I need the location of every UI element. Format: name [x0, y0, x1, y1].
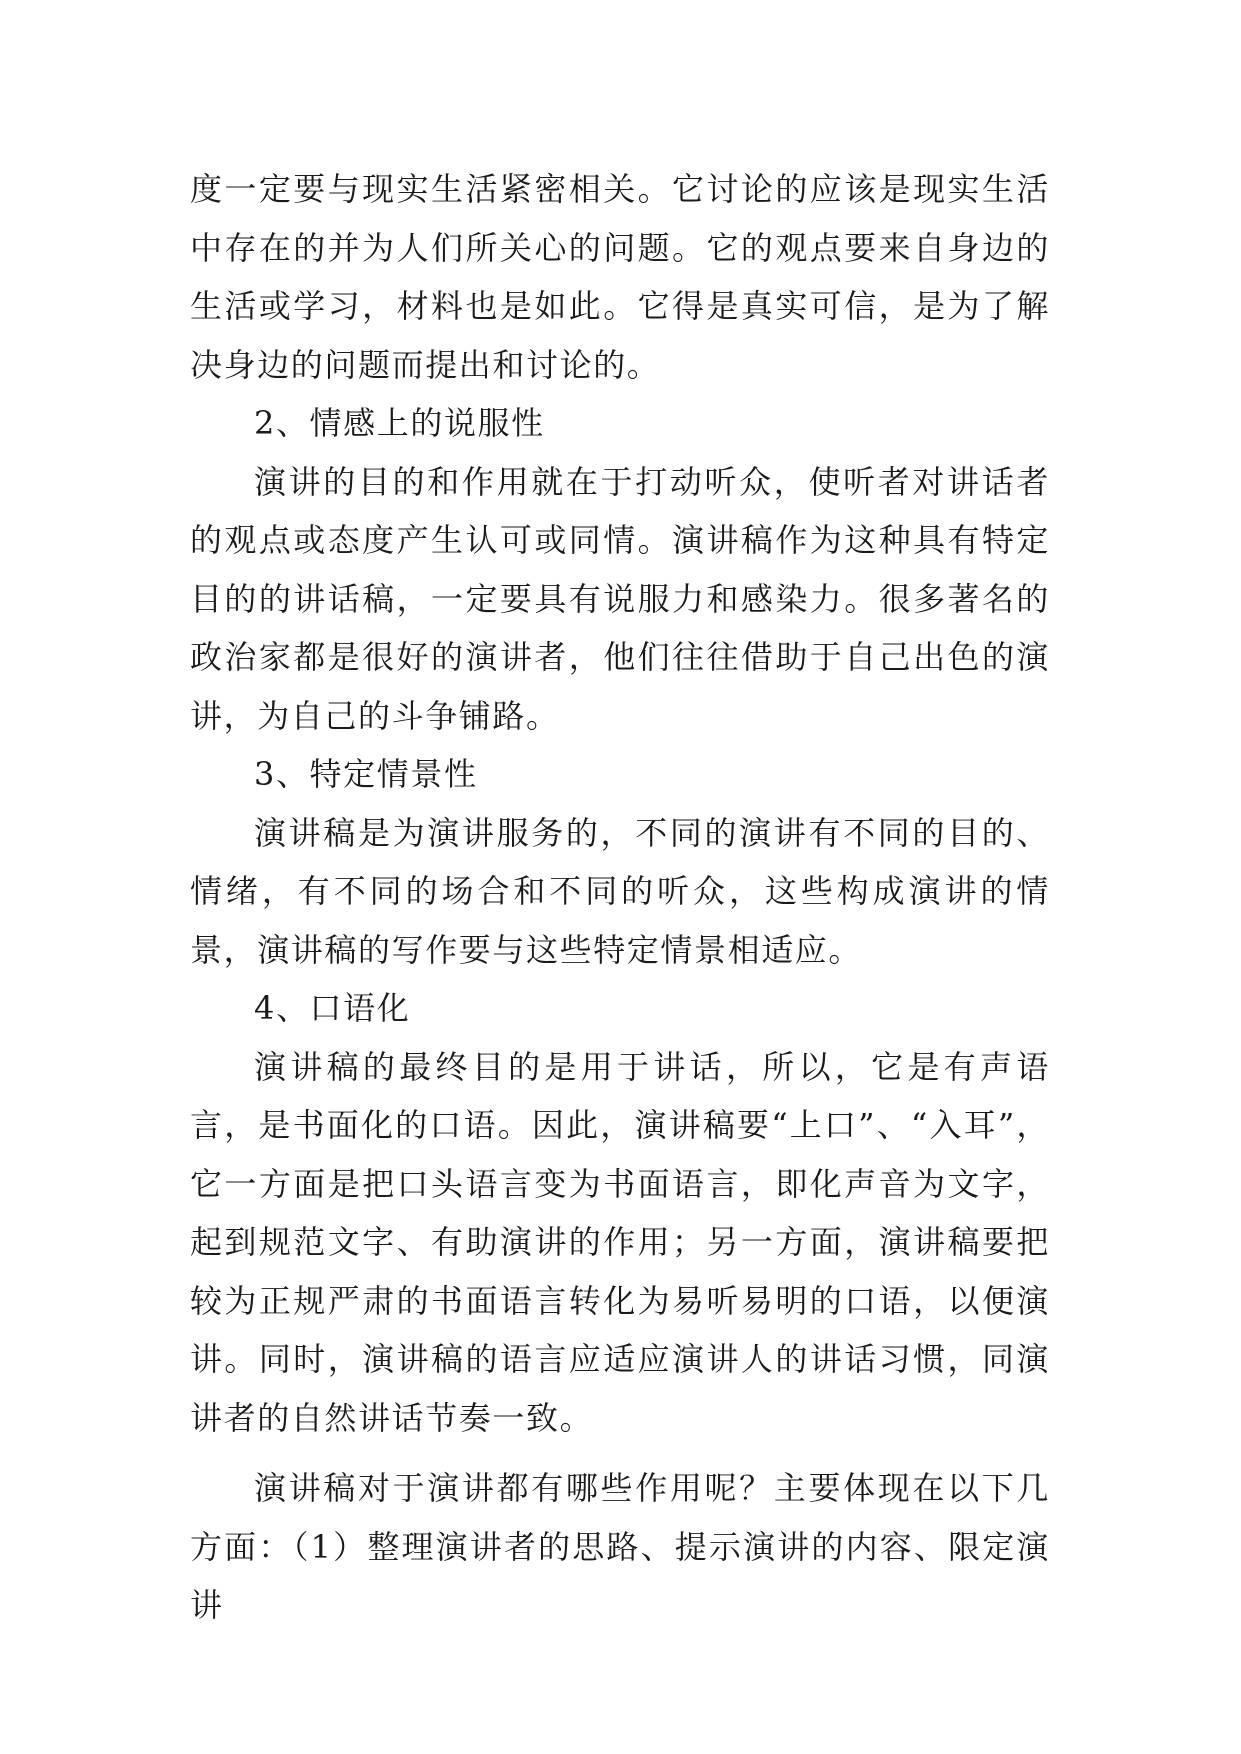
- section-heading-4: 4、口语化: [254, 989, 411, 1027]
- paragraph-functions: 演讲稿对于演讲都有哪些作用呢？主要体现在以下几方面：（1）整理演讲者的思路、提示演讲的内容、限定演讲: [190, 1469, 1050, 1624]
- paragraph-colloquial: 演讲稿的最终目的是用于讲话，所以，它是有声语言，是书面化的口语。因此，演讲稿要“上口”、“入耳”，它一方面是把口头语言变为书面语言，即化声音为文字，起到规范文字、有助演讲的作用；另一方面，演讲稿要把较为正规严肃的书面语言转化为易听易明的口语，以便演讲。同时，演讲稿的语言应适应演讲人的讲话习惯，同演讲者的自然讲话节奏一致。: [190, 1047, 1050, 1437]
- paragraph-situation: 演讲稿是为演讲服务的，不同的演讲有不同的目的、情绪，有不同的场合和不同的听众，这些构成演讲的情景，演讲稿的写作要与这些特定情景相适应。: [190, 813, 1050, 969]
- body-text: [190, 160, 1050, 1635]
- paragraph-continuation: 度一定要与现实生活紧密相关。它讨论的应该是现实生活中存在的并为人们所关心的问题。它的观点要来自身边的生活或学习，材料也是如此。它得是真实可信，是为了解决身边的问题而提出和讨论的。: [190, 170, 1050, 384]
- section-heading-2: 2、情感上的说服性: [254, 404, 545, 442]
- paragraph-persuasion: 演讲的目的和作用就在于打动听众，使听者对讲话者的观点或态度产生认可或同情。演讲稿作为这种具有特定目的的讲话稿，一定要具有说服力和感染力。很多著名的政治家都是很好的演讲者，他们往往借助于自己出色的演讲，为自己的斗争铺路。: [190, 462, 1050, 735]
- section-heading-3: 3、特定情景性: [254, 755, 478, 793]
